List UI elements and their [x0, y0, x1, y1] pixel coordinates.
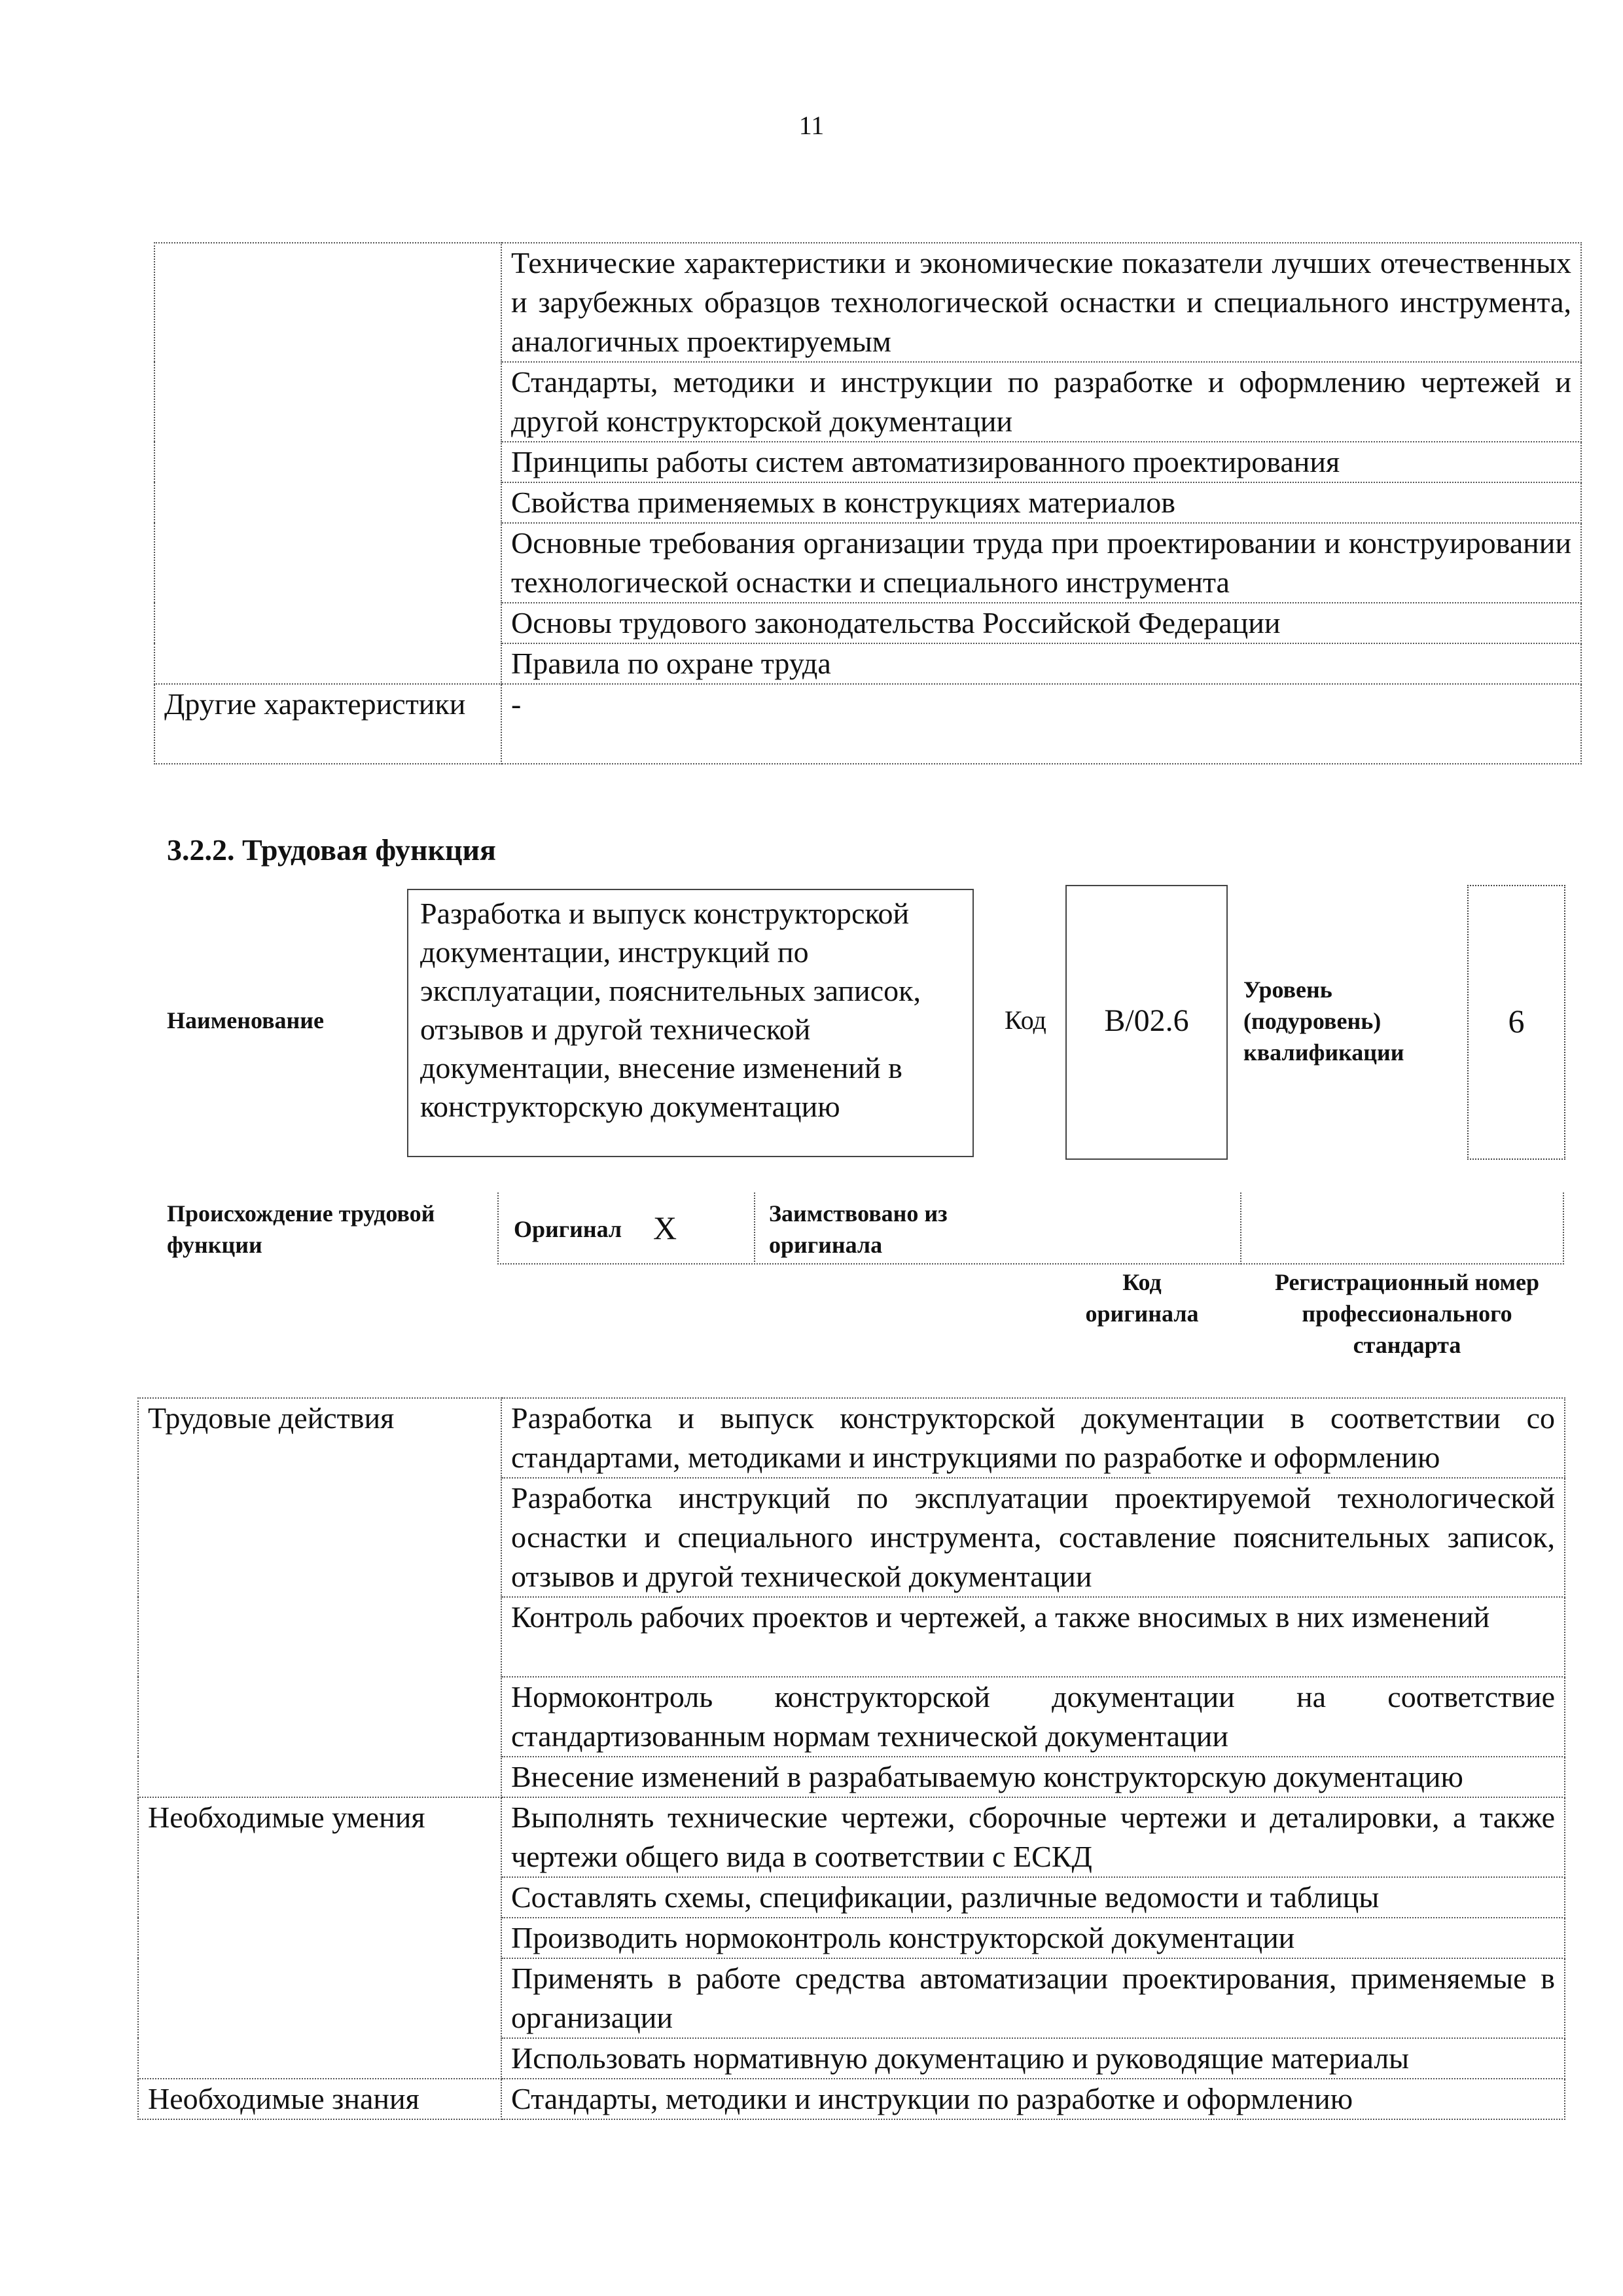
name-label: Наименование [167, 1007, 324, 1033]
name-box [407, 889, 974, 1157]
table-cell: Использовать нормативную документацию и руководящие материалы [501, 2038, 1565, 2079]
reg-number-label: Регистрационный номер профессионального стандарта [1274, 1269, 1540, 1358]
code-box [1065, 885, 1228, 1160]
table-cell: - [501, 684, 1581, 764]
code-value: B/02.6 [1104, 1003, 1189, 1038]
table-row [138, 1797, 1565, 1877]
table-cell: Основные требования организации труда при проектировании и конструировании технологической оснастки и специального инструмента [501, 523, 1581, 603]
row-label: Трудовые действия [138, 1398, 501, 1797]
table-cell: Внесение изменений в разрабатываемую конструкторскую документацию [501, 1757, 1565, 1797]
row-label: Необходимые знания [138, 2079, 501, 2119]
table-cell: Технические характеристики и экономические показатели лучших отечественных и зарубежных образцов технологической оснастки и специального инструмента, аналогичных проектируемым [501, 243, 1581, 362]
original-label: Оригинал [514, 1216, 622, 1242]
table-row [154, 684, 1581, 764]
table-cell: Производить нормоконтроль конструкторской документации [501, 1918, 1565, 1958]
divider [754, 1193, 755, 1265]
table-cell: Нормоконтроль конструкторской документации на соответствие стандартизованным нормам технической документации [501, 1677, 1565, 1757]
table-cell: Свойства применяемых в конструкциях материалов [501, 482, 1581, 523]
borrowed-label: Заимствовано из оригинала [769, 1200, 948, 1258]
table-cell: Основы трудового законодательства Российской Федерации [501, 603, 1581, 643]
table-cell: Стандарты, методики и инструкции по разработке и оформлению [501, 2079, 1565, 2119]
table-cell: Выполнять технические чертежи, сборочные чертежи и деталировки, а также чертежи общего вида в соответствии с ЕСКД [501, 1797, 1565, 1877]
original-mark: X [653, 1210, 677, 1246]
row-label [154, 243, 501, 684]
level-value: 6 [1508, 1003, 1525, 1039]
table-row [154, 243, 1581, 362]
table-cell: Правила по охране труда [501, 643, 1581, 684]
code-label: Код [1005, 1005, 1046, 1035]
table-row [138, 1398, 1565, 1478]
table-cell: Применять в работе средства автоматизации проектирования, применяемые в организации [501, 1958, 1565, 2038]
table-cell: Разработка и выпуск конструкторской документации в соответствии со стандартами, методиками и инструкциями по разработке и оформлению [501, 1398, 1565, 1478]
table-cell: Стандарты, методики и инструкции по разработке и оформлению чертежей и другой конструкторской документации [501, 362, 1581, 442]
table-cell: Составлять схемы, спецификации, различные ведомости и таблицы [501, 1877, 1565, 1918]
labor-function-table [137, 1397, 1565, 2120]
level-box [1467, 885, 1565, 1160]
page-number: 11 [798, 111, 825, 140]
row-label: Необходимые умения [138, 1797, 501, 2079]
name-value: Разработка и выпуск конструкторской документации, инструкций по эксплуатации, пояснительных записок, отзывов и другой технической документации, внесение изменений в конструкторскую документацию [420, 897, 921, 1123]
row-label: Другие характеристики [154, 684, 501, 764]
table-cell: Разработка инструкций по эксплуатации проектируемой технологической оснастки и специального инструмента, составление пояснительных записок, отзывов и другой технической документации [501, 1478, 1565, 1597]
table-cell: Принципы работы систем автоматизированного проектирования [501, 442, 1581, 482]
table-cell: Контроль рабочих проектов и чертежей, а также вносимых в них изменений [501, 1597, 1565, 1677]
divider [1240, 1193, 1241, 1265]
table-row [138, 2079, 1565, 2119]
code-original-label: Код оригинала [1085, 1269, 1199, 1327]
level-label: Уровень (подуровень) квалификации [1243, 977, 1404, 1066]
origin-label: Происхождение трудовой функции [167, 1200, 435, 1258]
knowledge-table-continued [154, 242, 1582, 764]
section-heading: 3.2.2. Трудовая функция [167, 833, 496, 867]
